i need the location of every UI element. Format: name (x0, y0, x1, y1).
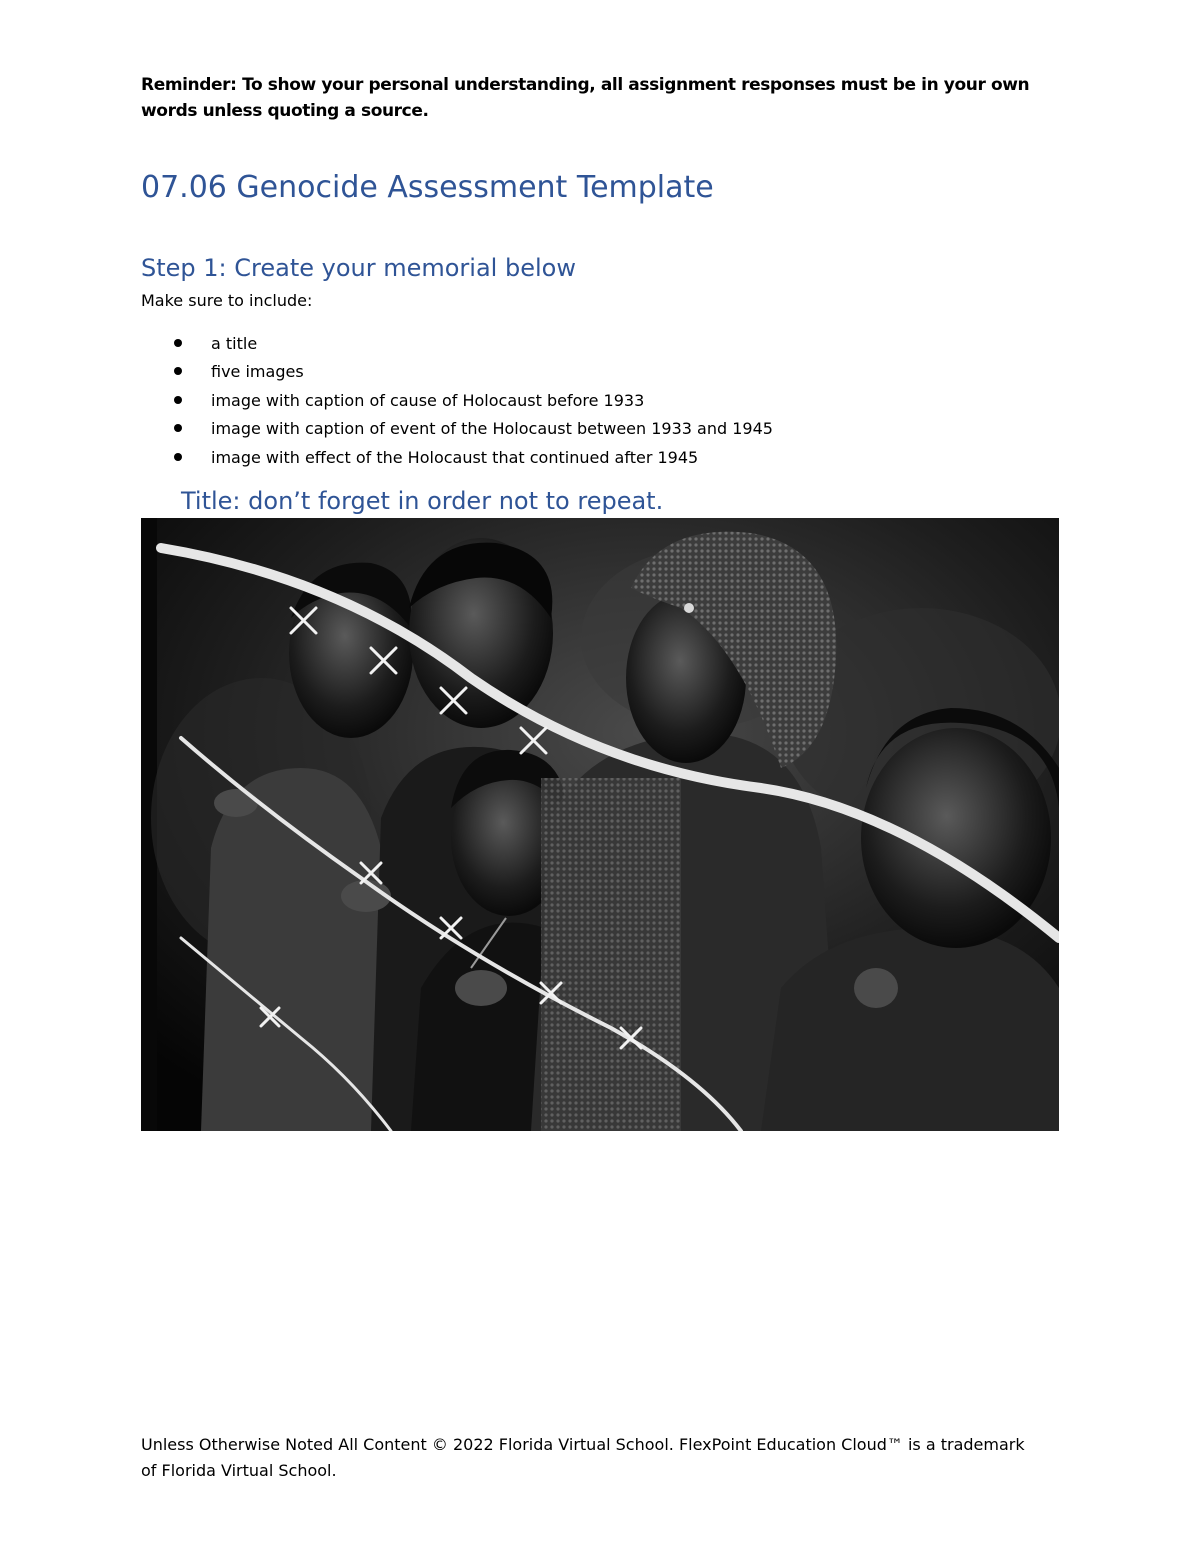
list-item-text: image with effect of the Holocaust that continued after 1945 (211, 447, 699, 467)
memorial-title: Title: don’t forget in order not to repeat. (181, 487, 664, 515)
photo-children-behind-barbed-wire-icon (141, 518, 1059, 1131)
reminder-note: Reminder: To show your personal understanding, all assignment responses must be in your own words unless quoting a source. (141, 75, 1030, 121)
list-item-text: five images (211, 362, 304, 382)
list-item-text: image with caption of cause of Holocaust before 1933 (211, 390, 645, 410)
document-title: 07.06 Genocide Assessment Template (141, 170, 714, 205)
bullet-icon (174, 424, 182, 432)
bullet-icon (174, 396, 182, 404)
bullet-icon (174, 339, 182, 347)
list-item-text: a title (211, 334, 258, 353)
step-1-heading: Step 1: Create your memorial below (141, 254, 576, 282)
copyright-footer: Unless Otherwise Noted All Content © 2022 Florida Virtual School. FlexPoint Education Cloud™ is a trademark of Florida Virtual School. (141, 1435, 1025, 1480)
bullet-icon (174, 453, 182, 461)
bullet-icon (174, 367, 182, 375)
memorial-photo (141, 518, 1059, 1131)
list-item-text: image with caption of event of the Holocaust between 1933 and 1945 (211, 419, 773, 439)
step-1-intro: Make sure to include: (141, 291, 313, 310)
